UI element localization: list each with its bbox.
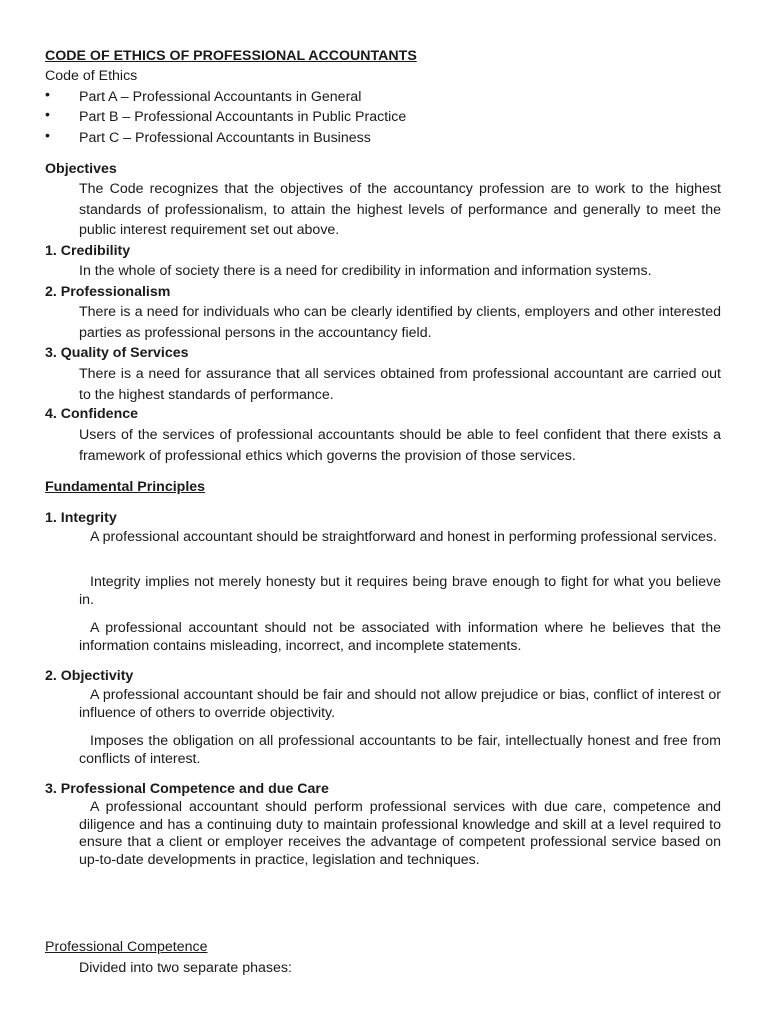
credibility-heading: 1. Credibility — [45, 243, 131, 259]
quality-heading: 3. Quality of Services — [45, 345, 189, 361]
part-item: Part B – Professional Accountants in Public Practice — [79, 109, 407, 125]
part-item: Part A – Professional Accountants in General — [79, 89, 362, 105]
integrity-paragraph: A professional accountant should not be associated with information where he believes that the information contains misleading, incorrect, and incomplete statements. — [79, 620, 721, 654]
professionalism-heading: 2. Professionalism — [45, 284, 171, 300]
objectives-heading: Objectives — [45, 161, 117, 177]
document-subtitle: Code of Ethics — [45, 68, 138, 84]
professionalism-paragraph: There is a need for individuals who can be clearly identified by clients, employers and other interested parties as professional persons in the accountancy field. — [79, 304, 721, 341]
confidence-heading: 4. Confidence — [45, 406, 139, 422]
bullet-marker: • — [45, 87, 50, 103]
confidence-paragraph: Users of the services of professional accountants should be able to feel confident that there exists a framework of professional ethics which governs the provision of those services. — [79, 427, 721, 464]
integrity-heading: 1. Integrity — [45, 510, 117, 526]
bullet-marker: • — [45, 128, 50, 144]
fundamental-principles-heading: Fundamental Principles — [45, 479, 206, 495]
quality-paragraph: There is a need for assurance that all services obtained from professional accountant are carried out to the highest standards of performance. — [79, 366, 721, 403]
professional-competence-text: Divided into two separate phases: — [79, 960, 292, 976]
integrity-paragraph: Integrity implies not merely honesty but it requires being brave enough to fight for what you believe in. — [79, 574, 721, 608]
part-item: Part C – Professional Accountants in Business — [79, 130, 371, 146]
objectivity-paragraph: A professional accountant should be fair and should not allow prejudice or bias, conflict of interest or influence of others to override objectivity. — [79, 687, 721, 721]
objectivity-heading: 2. Objectivity — [45, 668, 134, 684]
competence-paragraph: A professional accountant should perform professional services with due care, competence and diligence and has a continuing duty to maintain professional knowledge and skill at a level required to ensure that a client or employer receives the advantage of competent professional service based on up-to-date developments in practice, legislation and techniques. — [79, 799, 721, 868]
credibility-paragraph: In the whole of society there is a need for credibility in information and information systems. — [79, 263, 652, 279]
integrity-paragraph: A professional accountant should be straightforward and honest in performing professional services. — [90, 529, 717, 545]
objectives-paragraph: The Code recognizes that the objectives of the accountancy profession are to work to the highest standards of professionalism, to attain the highest levels of performance and generally to meet the public interest requirement set out above. — [79, 181, 721, 238]
bullet-marker: • — [45, 107, 50, 123]
professional-competence-heading: Professional Competence — [45, 939, 208, 955]
objectivity-paragraph: Imposes the obligation on all professional accountants to be fair, intellectually honest and free from conflicts of interest. — [79, 733, 721, 767]
competence-heading: 3. Professional Competence and due Care — [45, 781, 329, 797]
document-title: CODE OF ETHICS OF PROFESSIONAL ACCOUNTANTS — [45, 48, 417, 64]
